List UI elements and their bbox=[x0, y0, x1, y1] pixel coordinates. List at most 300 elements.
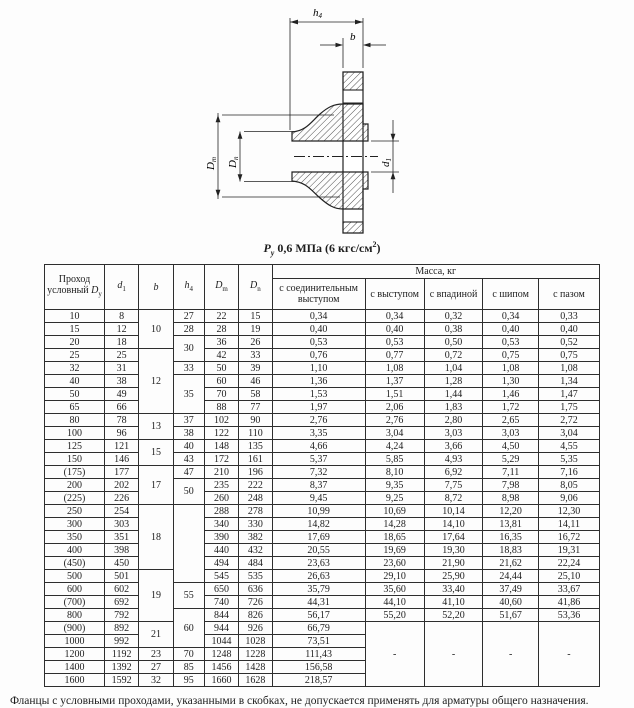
table-cell: 248 bbox=[239, 492, 272, 505]
table-cell: 5,29 bbox=[483, 453, 539, 466]
table-row bbox=[45, 440, 600, 453]
table-row bbox=[45, 453, 600, 466]
table-row bbox=[45, 336, 600, 349]
table-cell: 0,38 bbox=[424, 323, 483, 336]
table-cell: 55 bbox=[173, 583, 204, 609]
table-cell: 1,30 bbox=[483, 375, 539, 388]
table-cell: 0,40 bbox=[483, 323, 539, 336]
table-cell: 38 bbox=[104, 375, 138, 388]
table-cell: 23,60 bbox=[365, 557, 424, 570]
table-cell: 150 bbox=[45, 453, 105, 466]
table-cell: 22 bbox=[204, 310, 238, 323]
table-cell: 13 bbox=[139, 414, 173, 440]
table-cell: 172 bbox=[204, 453, 238, 466]
table-cell: 65 bbox=[45, 401, 105, 414]
table-cell bbox=[173, 505, 204, 583]
table-row bbox=[45, 375, 600, 388]
table-cell: 602 bbox=[104, 583, 138, 596]
table-cell: 102 bbox=[204, 414, 238, 427]
table-cell: 15 bbox=[45, 323, 105, 336]
table-cell: 844 bbox=[204, 609, 238, 622]
d1-label: d1 bbox=[380, 158, 393, 167]
table-cell: 25,90 bbox=[424, 570, 483, 583]
table-cell: 494 bbox=[204, 557, 238, 570]
table-cell: 0,76 bbox=[272, 349, 365, 362]
flange-section-diagram bbox=[0, 0, 634, 240]
table-cell: 44,31 bbox=[272, 596, 365, 609]
table-cell: 8,10 bbox=[365, 466, 424, 479]
col-header-mass-groove: с пазом bbox=[538, 279, 599, 310]
table-cell: 10,14 bbox=[424, 505, 483, 518]
table-cell: 7,75 bbox=[424, 479, 483, 492]
table-cell: 49 bbox=[104, 388, 138, 401]
table-cell: 800 bbox=[45, 609, 105, 622]
table-cell: 1592 bbox=[104, 674, 138, 687]
table-cell: 1000 bbox=[45, 635, 105, 648]
table-cell: 135 bbox=[239, 440, 272, 453]
table-cell: 210 bbox=[204, 466, 238, 479]
table-cell: 218,57 bbox=[272, 674, 365, 687]
table-cell: 1400 bbox=[45, 661, 105, 674]
table-cell: 146 bbox=[104, 453, 138, 466]
table-cell: 35 bbox=[173, 375, 204, 414]
table-cell: 90 bbox=[239, 414, 272, 427]
table-cell: 0,34 bbox=[272, 310, 365, 323]
table-cell: 1,51 bbox=[365, 388, 424, 401]
col-header-mass-connecting: с соединительным выступом bbox=[272, 279, 365, 310]
table-cell: 926 bbox=[239, 622, 272, 635]
table-row bbox=[45, 557, 600, 570]
table-row bbox=[45, 518, 600, 531]
table-cell: 0,53 bbox=[272, 336, 365, 349]
table-cell: 7,32 bbox=[272, 466, 365, 479]
table-cell: 260 bbox=[204, 492, 238, 505]
table-cell: 41,86 bbox=[538, 596, 599, 609]
footnote: Фланцы с условными проходами, указанными в скобках, не допускается применять для арматуры общего назначения. bbox=[10, 695, 589, 708]
table-cell: 51,67 bbox=[483, 609, 539, 622]
table-cell: 14,11 bbox=[538, 518, 599, 531]
pressure-value: 0,6 МПа (6 кгс/см bbox=[274, 241, 373, 255]
table-cell: 53,36 bbox=[538, 609, 599, 622]
table-cell: 50 bbox=[173, 479, 204, 505]
table-cell: 0,33 bbox=[538, 310, 599, 323]
table-cell: 40 bbox=[45, 375, 105, 388]
table-cell: 235 bbox=[204, 479, 238, 492]
table-cell: 4,93 bbox=[424, 453, 483, 466]
table-cell: 254 bbox=[104, 505, 138, 518]
table-cell: - bbox=[365, 622, 424, 687]
table-cell: 300 bbox=[45, 518, 105, 531]
col-header-dm: $D_m$ bbox=[204, 265, 238, 310]
table-cell: 30 bbox=[173, 336, 204, 362]
hub-upper-section bbox=[292, 104, 368, 141]
table-cell: 7,11 bbox=[483, 466, 539, 479]
table-row bbox=[45, 323, 600, 336]
table-cell: 35,79 bbox=[272, 583, 365, 596]
table-cell: 1,75 bbox=[538, 401, 599, 414]
col-header-d1: $d_1$ bbox=[104, 265, 138, 310]
table-cell: 18 bbox=[139, 505, 173, 570]
flange-table-body bbox=[45, 310, 600, 687]
pressure-close: ) bbox=[376, 241, 381, 255]
table-cell: 2,06 bbox=[365, 401, 424, 414]
table-cell: 278 bbox=[239, 505, 272, 518]
table-cell: 1,97 bbox=[272, 401, 365, 414]
table-cell: 6,92 bbox=[424, 466, 483, 479]
table-cell: 40 bbox=[173, 440, 204, 453]
dn-label: Dn bbox=[227, 156, 240, 168]
table-cell: 484 bbox=[239, 557, 272, 570]
b-label: b bbox=[350, 31, 356, 43]
table-cell: 650 bbox=[204, 583, 238, 596]
table-cell: 37 bbox=[173, 414, 204, 427]
table-cell: 0,40 bbox=[365, 323, 424, 336]
table-cell: 2,76 bbox=[272, 414, 365, 427]
table-cell: 226 bbox=[104, 492, 138, 505]
table-cell: 78 bbox=[104, 414, 138, 427]
col-header-b: b bbox=[139, 265, 173, 310]
table-cell: 288 bbox=[204, 505, 238, 518]
table-row bbox=[45, 349, 600, 362]
table-cell: 36 bbox=[204, 336, 238, 349]
table-row bbox=[45, 596, 600, 609]
table-cell: 1228 bbox=[239, 648, 272, 661]
table-cell: 12 bbox=[139, 349, 173, 414]
table-cell: 28 bbox=[173, 323, 204, 336]
table-cell: 5,85 bbox=[365, 453, 424, 466]
col-header-mass-raised: с выступом bbox=[365, 279, 424, 310]
table-cell: 19 bbox=[139, 570, 173, 622]
table-cell: 9,25 bbox=[365, 492, 424, 505]
table-cell: 398 bbox=[104, 544, 138, 557]
table-cell: 432 bbox=[239, 544, 272, 557]
table-cell: 8,37 bbox=[272, 479, 365, 492]
table-row bbox=[45, 583, 600, 596]
table-cell: 303 bbox=[104, 518, 138, 531]
table-cell: 1,44 bbox=[424, 388, 483, 401]
table-cell: 66 bbox=[104, 401, 138, 414]
table-cell: 111,43 bbox=[272, 648, 365, 661]
table-cell: 70 bbox=[204, 388, 238, 401]
table-cell: 7,16 bbox=[538, 466, 599, 479]
table-cell: 46 bbox=[239, 375, 272, 388]
table-cell: 450 bbox=[104, 557, 138, 570]
table-cell: - bbox=[483, 622, 539, 687]
dimension-dn bbox=[238, 132, 294, 182]
table-cell: 50 bbox=[45, 388, 105, 401]
table-cell: 3,04 bbox=[538, 427, 599, 440]
table-cell: 52,20 bbox=[424, 609, 483, 622]
table-cell: 1,37 bbox=[365, 375, 424, 388]
table-row bbox=[45, 388, 600, 401]
table-row bbox=[45, 492, 600, 505]
table-cell: (175) bbox=[45, 466, 105, 479]
col-header-dn: $D_n$ bbox=[239, 265, 272, 310]
table-cell: 0,32 bbox=[424, 310, 483, 323]
table-cell: 0,53 bbox=[483, 336, 539, 349]
pressure-symbol-sub: у bbox=[270, 248, 275, 258]
table-cell: 826 bbox=[239, 609, 272, 622]
table-cell: 50 bbox=[204, 362, 238, 375]
table-cell: 10 bbox=[45, 310, 105, 323]
table-cell: 21 bbox=[139, 622, 173, 648]
table-cell: 15 bbox=[239, 310, 272, 323]
table-cell: - bbox=[424, 622, 483, 687]
table-cell: 95 bbox=[173, 674, 204, 687]
table-cell: 12,20 bbox=[483, 505, 539, 518]
table-cell: 42 bbox=[204, 349, 238, 362]
table-cell: 0,53 bbox=[365, 336, 424, 349]
table-cell: 9,45 bbox=[272, 492, 365, 505]
table-cell: 1200 bbox=[45, 648, 105, 661]
table-cell: 21,90 bbox=[424, 557, 483, 570]
pressure-exponent: 2 bbox=[372, 240, 377, 249]
table-cell: 1,72 bbox=[483, 401, 539, 414]
table-cell: (225) bbox=[45, 492, 105, 505]
table-cell: 66,79 bbox=[272, 622, 365, 635]
table-cell: 148 bbox=[204, 440, 238, 453]
table-cell: 692 bbox=[104, 596, 138, 609]
table-cell: 222 bbox=[239, 479, 272, 492]
header-row-1 bbox=[45, 265, 600, 279]
table-cell: 20 bbox=[45, 336, 105, 349]
table-cell: 156,58 bbox=[272, 661, 365, 674]
table-cell: 3,35 bbox=[272, 427, 365, 440]
table-row bbox=[45, 609, 600, 622]
table-cell: 200 bbox=[45, 479, 105, 492]
table-cell: 19,69 bbox=[365, 544, 424, 557]
table-cell: 41,10 bbox=[424, 596, 483, 609]
table-cell: 1,28 bbox=[424, 375, 483, 388]
table-cell: 32 bbox=[45, 362, 105, 375]
table-cell: 24,44 bbox=[483, 570, 539, 583]
table-cell: 1,53 bbox=[272, 388, 365, 401]
table-cell: 1628 bbox=[239, 674, 272, 687]
table-row bbox=[45, 401, 600, 414]
col-header-mass-tongue: с шипом bbox=[483, 279, 539, 310]
col-group-mass: Масса, кг bbox=[272, 265, 599, 279]
table-cell: 2,80 bbox=[424, 414, 483, 427]
table-cell: 545 bbox=[204, 570, 238, 583]
table-cell: 18,83 bbox=[483, 544, 539, 557]
table-cell: 22,24 bbox=[538, 557, 599, 570]
table-cell: 4,66 bbox=[272, 440, 365, 453]
table-cell: 1,08 bbox=[483, 362, 539, 375]
table-cell: 400 bbox=[45, 544, 105, 557]
table-cell: 13,81 bbox=[483, 518, 539, 531]
table-row bbox=[45, 505, 600, 518]
table-cell: 330 bbox=[239, 518, 272, 531]
table-cell: 28 bbox=[204, 323, 238, 336]
table-cell: 19,30 bbox=[424, 544, 483, 557]
table-cell: 37,49 bbox=[483, 583, 539, 596]
table-cell: 500 bbox=[45, 570, 105, 583]
table-cell: 19,31 bbox=[538, 544, 599, 557]
table-cell: 7,98 bbox=[483, 479, 539, 492]
table-cell: 5,35 bbox=[538, 453, 599, 466]
table-cell: 0,77 bbox=[365, 349, 424, 362]
table-cell: 35,60 bbox=[365, 583, 424, 596]
table-cell: 161 bbox=[239, 453, 272, 466]
table-cell: 14,82 bbox=[272, 518, 365, 531]
table-cell: 1044 bbox=[204, 635, 238, 648]
table-cell: 0,75 bbox=[538, 349, 599, 362]
table-cell: 1,47 bbox=[538, 388, 599, 401]
table-cell: 4,24 bbox=[365, 440, 424, 453]
table-row bbox=[45, 570, 600, 583]
table-cell: 70 bbox=[173, 648, 204, 661]
table-row bbox=[45, 427, 600, 440]
table-cell: 5,37 bbox=[272, 453, 365, 466]
table-cell: 4,55 bbox=[538, 440, 599, 453]
table-cell: 340 bbox=[204, 518, 238, 531]
table-cell: 177 bbox=[104, 466, 138, 479]
col-header-h4: $h_4$ bbox=[173, 265, 204, 310]
table-cell: 29,10 bbox=[365, 570, 424, 583]
table-cell: 12,30 bbox=[538, 505, 599, 518]
table-cell: (450) bbox=[45, 557, 105, 570]
table-cell: 121 bbox=[104, 440, 138, 453]
table-cell: 992 bbox=[104, 635, 138, 648]
table-cell: 26 bbox=[239, 336, 272, 349]
table-cell: 1,08 bbox=[538, 362, 599, 375]
table-cell: 43 bbox=[173, 453, 204, 466]
table-cell: 25,10 bbox=[538, 570, 599, 583]
table-cell: 19 bbox=[239, 323, 272, 336]
hub-lower-section bbox=[292, 172, 368, 209]
table-cell: 501 bbox=[104, 570, 138, 583]
table-cell: 1,34 bbox=[538, 375, 599, 388]
table-row bbox=[45, 544, 600, 557]
table-cell: 38 bbox=[173, 427, 204, 440]
table-cell: (900) bbox=[45, 622, 105, 635]
table-cell: 0,72 bbox=[424, 349, 483, 362]
table-cell: 56,17 bbox=[272, 609, 365, 622]
table-cell: 80 bbox=[45, 414, 105, 427]
table-cell: 196 bbox=[239, 466, 272, 479]
table-cell: 125 bbox=[45, 440, 105, 453]
table-cell: 8,98 bbox=[483, 492, 539, 505]
table-cell: 26,63 bbox=[272, 570, 365, 583]
table-cell: 1,04 bbox=[424, 362, 483, 375]
table-cell: 73,51 bbox=[272, 635, 365, 648]
table-cell: 32 bbox=[139, 674, 173, 687]
table-cell: 18 bbox=[104, 336, 138, 349]
table-cell: 2,76 bbox=[365, 414, 424, 427]
table-cell: 17,69 bbox=[272, 531, 365, 544]
table-row bbox=[45, 310, 600, 323]
table-cell: 96 bbox=[104, 427, 138, 440]
table-cell: 1248 bbox=[204, 648, 238, 661]
table-cell: 21,62 bbox=[483, 557, 539, 570]
table-cell: 100 bbox=[45, 427, 105, 440]
table-cell: 0,40 bbox=[272, 323, 365, 336]
table-cell: 0,34 bbox=[483, 310, 539, 323]
table-cell: 3,03 bbox=[483, 427, 539, 440]
pressure-title bbox=[44, 238, 600, 260]
table-cell: 25 bbox=[45, 349, 105, 362]
table-cell: 44,10 bbox=[365, 596, 424, 609]
table-cell: 1,08 bbox=[365, 362, 424, 375]
table-cell: 350 bbox=[45, 531, 105, 544]
table-cell: 23,63 bbox=[272, 557, 365, 570]
table-cell: 0,52 bbox=[538, 336, 599, 349]
table-cell: 55,20 bbox=[365, 609, 424, 622]
table-cell: 440 bbox=[204, 544, 238, 557]
table-cell: 33 bbox=[173, 362, 204, 375]
table-cell: 10,69 bbox=[365, 505, 424, 518]
table-cell: 250 bbox=[45, 505, 105, 518]
table-cell: 351 bbox=[104, 531, 138, 544]
table-cell: 16,72 bbox=[538, 531, 599, 544]
table-cell: 33 bbox=[239, 349, 272, 362]
table-cell: 88 bbox=[204, 401, 238, 414]
table-cell: 77 bbox=[239, 401, 272, 414]
table-cell: 0,50 bbox=[424, 336, 483, 349]
table-cell: 31 bbox=[104, 362, 138, 375]
table-cell: 3,66 bbox=[424, 440, 483, 453]
table-cell: 4,50 bbox=[483, 440, 539, 453]
table-cell: 1,36 bbox=[272, 375, 365, 388]
table-cell: 892 bbox=[104, 622, 138, 635]
table-cell: 636 bbox=[239, 583, 272, 596]
table-cell: 16,35 bbox=[483, 531, 539, 544]
table-cell: 47 bbox=[173, 466, 204, 479]
table-cell: 14,10 bbox=[424, 518, 483, 531]
table-cell: 382 bbox=[239, 531, 272, 544]
table-cell: 17 bbox=[139, 466, 173, 505]
table-row bbox=[45, 414, 600, 427]
table-cell: 33,40 bbox=[424, 583, 483, 596]
table-row bbox=[45, 466, 600, 479]
flange-drawing bbox=[0, 0, 634, 238]
table-cell: 1456 bbox=[204, 661, 238, 674]
table-cell: 1,10 bbox=[272, 362, 365, 375]
table-cell: 0,40 bbox=[538, 323, 599, 336]
table-cell: 27 bbox=[139, 661, 173, 674]
table-cell: 1660 bbox=[204, 674, 238, 687]
table-cell: 1028 bbox=[239, 635, 272, 648]
pressure-symbol: P bbox=[263, 241, 271, 255]
table-cell: 15 bbox=[139, 440, 173, 466]
table-cell: 27 bbox=[173, 310, 204, 323]
table-cell: 1428 bbox=[239, 661, 272, 674]
col-header-dy: Проход условный $D_у$ bbox=[45, 265, 105, 310]
table-cell: 110 bbox=[239, 427, 272, 440]
table-cell: 2,65 bbox=[483, 414, 539, 427]
table-cell: 1600 bbox=[45, 674, 105, 687]
table-cell: 1,83 bbox=[424, 401, 483, 414]
table-row bbox=[45, 479, 600, 492]
table-cell: 85 bbox=[173, 661, 204, 674]
table-cell: 60 bbox=[173, 609, 204, 648]
table-cell: 740 bbox=[204, 596, 238, 609]
table-cell: 10 bbox=[139, 310, 173, 349]
table-cell: 8,05 bbox=[538, 479, 599, 492]
table-cell: 40,60 bbox=[483, 596, 539, 609]
table-cell: 390 bbox=[204, 531, 238, 544]
table-cell: 33,67 bbox=[538, 583, 599, 596]
table-cell: 2,72 bbox=[538, 414, 599, 427]
table-cell: 9,35 bbox=[365, 479, 424, 492]
table-cell: 10,99 bbox=[272, 505, 365, 518]
dm-label: Dm bbox=[205, 156, 218, 170]
flange-dimensions-table bbox=[44, 264, 600, 687]
table-cell: 202 bbox=[104, 479, 138, 492]
table-cell: 39 bbox=[239, 362, 272, 375]
table-cell: 1192 bbox=[104, 648, 138, 661]
table-row bbox=[45, 531, 600, 544]
